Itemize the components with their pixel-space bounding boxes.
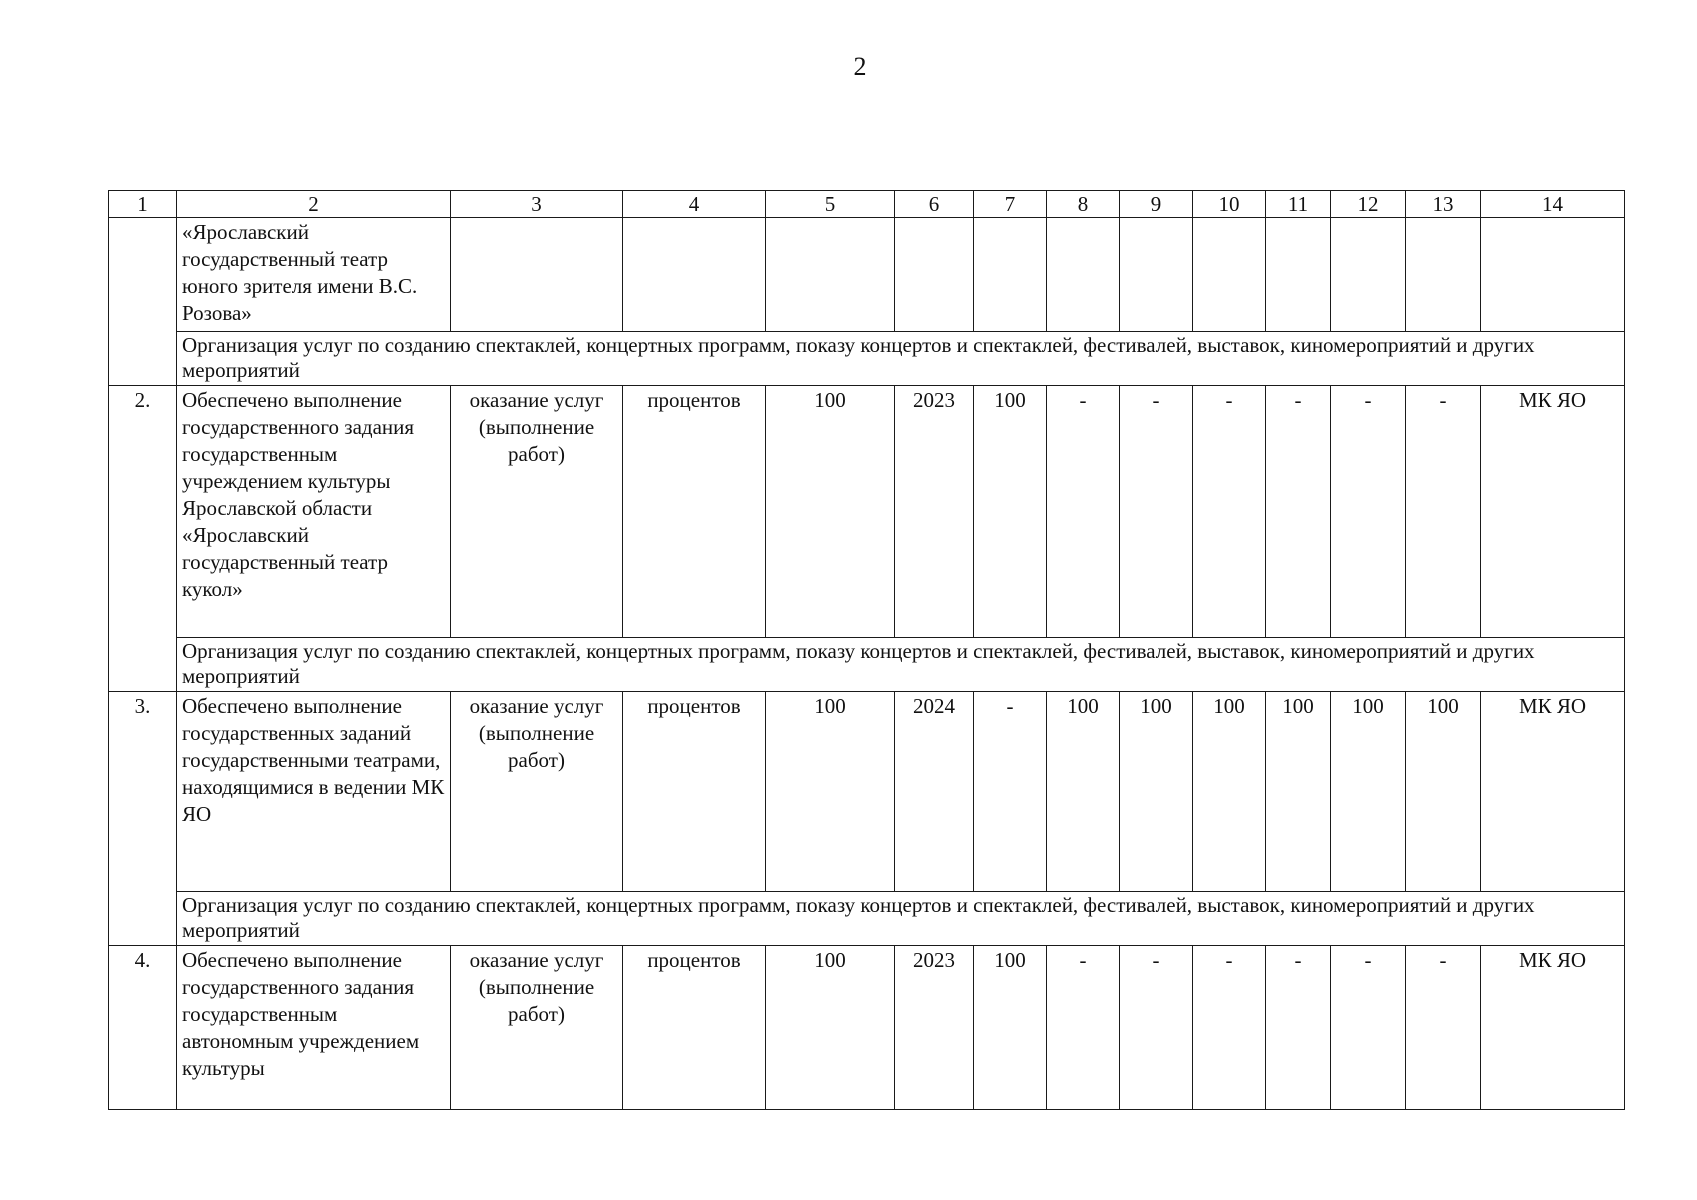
indicator-name: Обеспечено выполнение государственного задания государственным автономным учреждением культуры xyxy=(177,946,451,1110)
value-cell: - xyxy=(1193,946,1266,1110)
row-number-cell xyxy=(109,218,177,386)
note-row xyxy=(109,638,1625,692)
empty-cell xyxy=(451,218,623,332)
column-number: 2 xyxy=(177,191,451,218)
indicator-name: «Ярославский государственный театр юного зрителя имени В.С. Розова» xyxy=(177,218,451,332)
value-cell: - xyxy=(1331,946,1406,1110)
value-cell: 100 xyxy=(1406,692,1481,892)
column-number: 12 xyxy=(1331,191,1406,218)
note-row xyxy=(109,892,1625,946)
column-number: 8 xyxy=(1047,191,1120,218)
value-cell: - xyxy=(1047,386,1120,638)
indicators-table xyxy=(108,190,1625,1110)
value-cell: 100 xyxy=(1120,692,1193,892)
value-cell: - xyxy=(1120,386,1193,638)
value-cell: - xyxy=(1406,946,1481,1110)
empty-cell xyxy=(1481,218,1625,332)
responsible: МК ЯО xyxy=(1481,386,1625,638)
table-row xyxy=(109,692,1625,892)
column-number: 10 xyxy=(1193,191,1266,218)
unit: процентов xyxy=(623,946,766,1110)
note-row xyxy=(109,332,1625,386)
row-number: 2. xyxy=(109,386,177,692)
service-note: Организация услуг по созданию спектаклей, концертных программ, показу концертов и спектаклей, фестивалей, выставок, киномероприятий и других мероприятий xyxy=(177,332,1625,386)
value-cell: - xyxy=(1266,946,1331,1110)
unit: процентов xyxy=(623,692,766,892)
empty-cell xyxy=(1406,218,1481,332)
empty-cell xyxy=(1047,218,1120,332)
table-row xyxy=(109,946,1625,1110)
empty-cell xyxy=(895,218,974,332)
base-year: 2023 xyxy=(895,946,974,1110)
column-number: 1 xyxy=(109,191,177,218)
column-number: 7 xyxy=(974,191,1047,218)
value-cell: - xyxy=(1120,946,1193,1110)
value-cell: - xyxy=(1193,386,1266,638)
indicator-name: Обеспечено выполнение государственного задания государственным учреждением культуры Ярославской области «Ярославский государственный театр кукол» xyxy=(177,386,451,638)
empty-cell xyxy=(1193,218,1266,332)
empty-cell xyxy=(1120,218,1193,332)
indicator-type: оказание услуг (выполнение работ) xyxy=(451,386,623,638)
page-number: 2 xyxy=(853,52,867,81)
column-number-row xyxy=(109,191,1625,218)
empty-cell xyxy=(1266,218,1331,332)
row-number: 3. xyxy=(109,692,177,946)
value-cell: - xyxy=(1266,386,1331,638)
value-cell: - xyxy=(1047,946,1120,1110)
base-year: 2024 xyxy=(895,692,974,892)
empty-cell xyxy=(1331,218,1406,332)
table-row xyxy=(109,218,1625,332)
column-number: 13 xyxy=(1406,191,1481,218)
base-value: 100 xyxy=(766,692,895,892)
value-cell: 100 xyxy=(974,386,1047,638)
row-number: 4. xyxy=(109,946,177,1110)
service-note: Организация услуг по созданию спектаклей, концертных программ, показу концертов и спектаклей, фестивалей, выставок, киномероприятий и других мероприятий xyxy=(177,892,1625,946)
value-cell: - xyxy=(1406,386,1481,638)
unit: процентов xyxy=(623,386,766,638)
column-number: 3 xyxy=(451,191,623,218)
table-row xyxy=(109,386,1625,638)
value-cell: 100 xyxy=(1193,692,1266,892)
base-value: 100 xyxy=(766,946,895,1110)
column-number: 6 xyxy=(895,191,974,218)
column-number: 11 xyxy=(1266,191,1331,218)
empty-cell xyxy=(766,218,895,332)
service-note: Организация услуг по созданию спектаклей, концертных программ, показу концертов и спектаклей, фестивалей, выставок, киномероприятий и других мероприятий xyxy=(177,638,1625,692)
value-cell: 100 xyxy=(1266,692,1331,892)
responsible: МК ЯО xyxy=(1481,692,1625,892)
value-cell: 100 xyxy=(1047,692,1120,892)
value-cell: 100 xyxy=(974,946,1047,1110)
indicator-type: оказание услуг (выполнение работ) xyxy=(451,692,623,892)
base-value: 100 xyxy=(766,386,895,638)
column-number: 9 xyxy=(1120,191,1193,218)
base-year: 2023 xyxy=(895,386,974,638)
empty-cell xyxy=(623,218,766,332)
indicator-type: оказание услуг (выполнение работ) xyxy=(451,946,623,1110)
column-number: 14 xyxy=(1481,191,1625,218)
value-cell: - xyxy=(974,692,1047,892)
responsible: МК ЯО xyxy=(1481,946,1625,1110)
indicator-name: Обеспечено выполнение государственных заданий государственными театрами, находящимися в ведении МК ЯО xyxy=(177,692,451,892)
column-number: 5 xyxy=(766,191,895,218)
empty-cell xyxy=(974,218,1047,332)
value-cell: - xyxy=(1331,386,1406,638)
value-cell: 100 xyxy=(1331,692,1406,892)
column-number: 4 xyxy=(623,191,766,218)
